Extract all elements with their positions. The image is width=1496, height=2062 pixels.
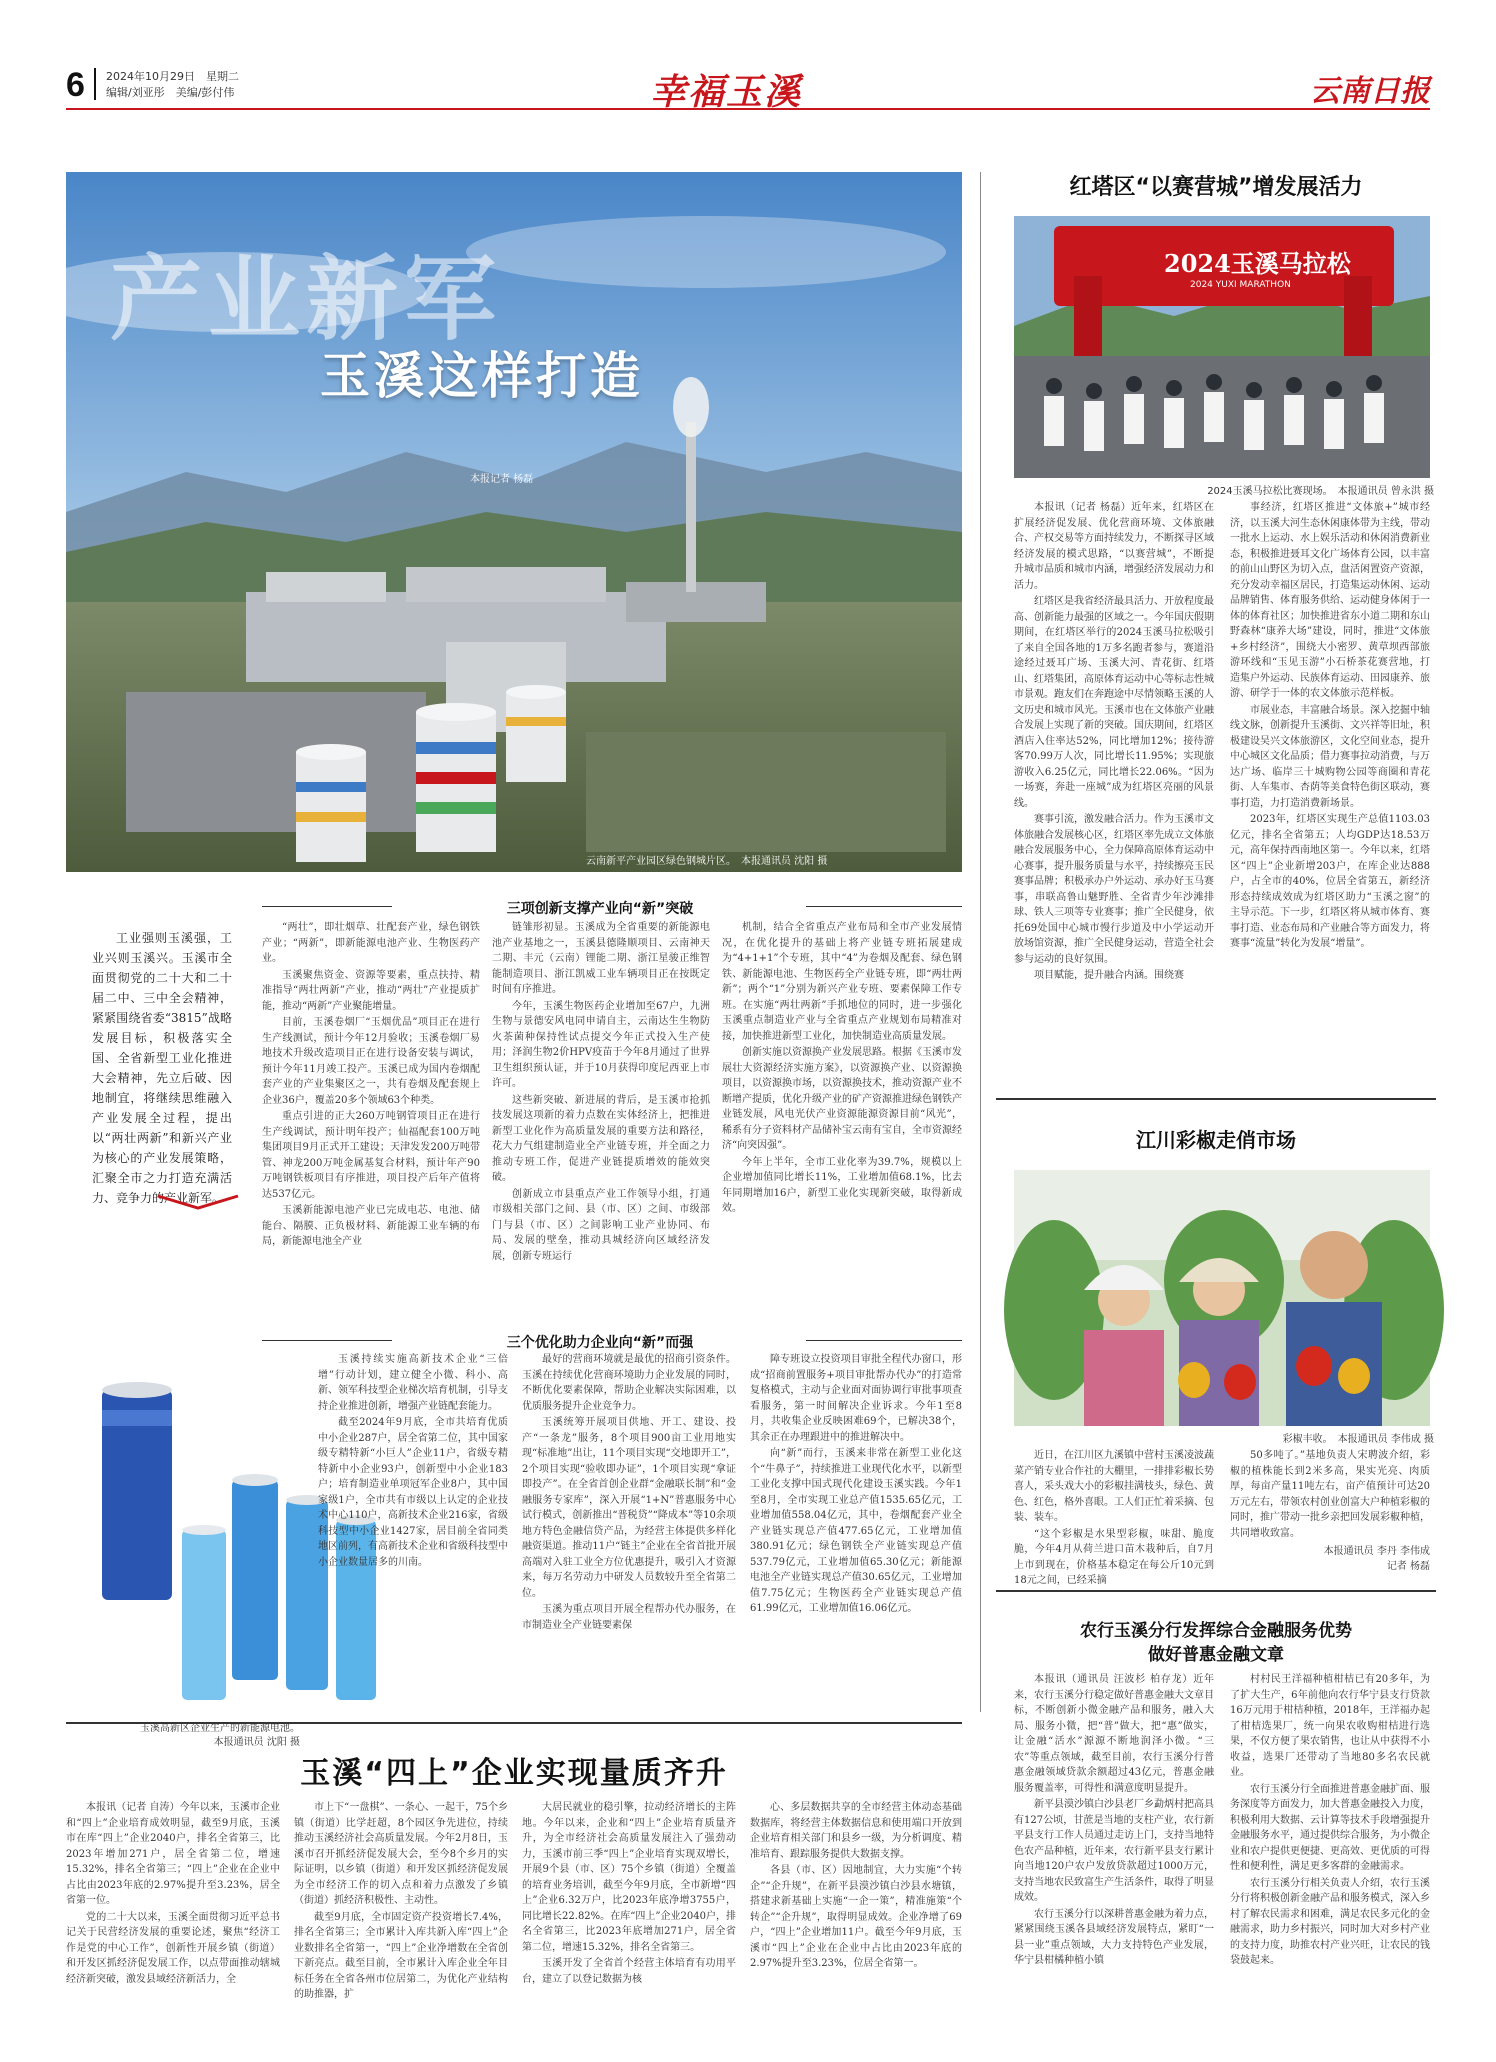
paragraph: 向“新”而行，玉溪来非常在新型工业化这个“牛鼻子”，持续推进工业现代化水平，以新型工业化支撑中国式现代化建设玉溪实践。今年1至8月，全市实现工业总产值1535.65亿元，工业增加值558.04亿元，其中，卷烟配套产业全产业链实现总产值477.65亿元，工业增加值380.91亿元；绿色钢铁全产业链实现总产值537.79亿元，工业增加值65.30亿元；新能源电池全产业链实现总产值30.65亿元，工业增加值7.75亿元；生物医药全产业链实现总产值61.99亿元，工业增加值16.06亿元。 bbox=[750, 1448, 962, 1614]
abc-column-2 bbox=[1230, 1672, 1430, 2048]
farmer bbox=[1084, 1265, 1164, 1426]
section1-rule bbox=[262, 906, 392, 907]
hongta-column-2 bbox=[1230, 500, 1430, 1052]
jiangchuan-column-1 bbox=[1014, 1448, 1214, 1586]
sishang-title: 玉溪“四上”企业实现量质齐升 bbox=[300, 1756, 728, 1791]
paragraph: 今年上半年，全市工业化率为39.7%，规模以上企业增加值同比增长11%，工业增加值68.1%，比去年同期增加16户，新型工业化实现新突破，取得新成效。 bbox=[722, 1156, 962, 1214]
marathon-banner-text: 2024玉溪马拉松 bbox=[1164, 249, 1351, 278]
paragraph: 截至9月底，全市固定资产投资增长7.4%，排名全省第三；全市累计入库共新入库“四上”企业数排名全省第一，“四上”企业净增数在全省创下新亮点。截至目前，全市累计入库企业全年目标任务在全省各州市位居第二，为优化产业结构的助推器，扩 bbox=[294, 1911, 508, 2000]
paragraph: 玉溪聚焦资金、资源等要素，重点扶持、精准指导“两壮两新”产业，推动“两壮”产业提质扩能，推动“两新”产业聚能增量。 bbox=[262, 969, 480, 1012]
paragraph: 农行玉溪分行全面推进普惠金融扩面、服务深度等方面发力，加大普惠金融投入力度，积极利用大数据、云计算等技术手段增强提升金融服务水平，通过提供综合服务，为小微企业和农户提供更便捷、更高效、更优质的可得性和便利性，满足更多客群的金融需求。 bbox=[1230, 1783, 1430, 1872]
feature-photo-caption: 云南新平产业园区绿色钢城片区。 本报通讯员 沈阳 摄 bbox=[586, 856, 828, 867]
battery-cell bbox=[182, 1525, 226, 1700]
paragraph: 玉溪新能源电池产业已完成电芯、电池、储能台、隔膜、正负极材料、新能源工业车辆的布局，新能源电池全产业 bbox=[262, 1205, 480, 1247]
paragraph: 2023年，红塔区实现生产总值1103.03亿元，排名全省第五；人均GDP达18.53万元，高年保持西南地区第一。今年以来，红塔区“四上”企业新增203户，在库企业达888户，占全市的40%，位居全省第五，新经济形态持续成效成为红塔区助力“玉溪之窗”的主导示范。下一步，红塔区将从城市体育、赛事打造、业态布局和产业融合等方面发力，将赛事“流量”转化为发展“增量”。 bbox=[1230, 814, 1430, 949]
section1-title: 三项创新支撑产业向“新”突破 bbox=[506, 901, 694, 917]
paragraph: 红塔区是我省经济最具活力、开放程度最高、创新能力最强的区域之一。今年国庆假期期间，在红塔区举行的2024玉溪马拉松吸引了来自全国各地的1万多名跑者参与，赛道沿途经过聂耳广场、玉溪大河、青花街、红塔山、红塔集团，高原体育运动中心等标志性城市景观。跑友们在奔跑途中尽情领略玉溪的人文历史和城市风光。玉溪市也在文体旅产业融合发展上实现了新的突破。国庆期间，红塔区酒店入住率达52%，同比增加12%；接待游客70.99万人次，同比增长11.95%；实现旅游收入6.25亿元，同比增长22.06%。“因为一场赛，奔赴一座城”成为红塔区亮丽的风景线。 bbox=[1014, 596, 1214, 809]
feature-photo bbox=[66, 172, 962, 872]
marathon-banner-sub: 2024 YUXI MARATHON bbox=[1190, 280, 1291, 290]
bell-pepper bbox=[1296, 1346, 1332, 1386]
paragraph: 村村民王洋福种植柑桔已有20多年，为了扩大生产，6年前他向农行华宁县支行贷款16万元用于柑桔种植，2018年，王洋福办起了柑桔选果厂，统一向果农收购柑桔进行选果，不仅方便了果农销售，也让从中获得不小收益，选果厂还带动了当地80多名农民就业。 bbox=[1230, 1674, 1430, 1778]
battery-caption: 玉溪高新区企业生产的新能源电池。 本报通讯员 沈阳 摄 bbox=[140, 1723, 300, 1748]
paragraph: 链雏形初显。玉溪成为全省重要的新能源电池产业基地之一，玉溪县德隆顺项目、云南神天二期、丰元（云南）锂能二期、浙江星骏正维智能制造项目、浙江凯威工业车辆项目正在按既定时间有序推进。 bbox=[492, 922, 710, 995]
jiangchuan-column-2 bbox=[1230, 1448, 1430, 1538]
masthead-date: 2024年10月29日 星期二 bbox=[106, 70, 239, 83]
storage-tank bbox=[416, 703, 496, 852]
paper-name: 云南日报 bbox=[1310, 74, 1430, 109]
masthead-rule bbox=[66, 108, 1430, 110]
feature-byline: 本报记者 杨磊 bbox=[470, 474, 534, 485]
abc-title-line-1: 农行玉溪分行发挥综合金融服务优势 bbox=[1080, 1621, 1352, 1641]
feature-intro bbox=[92, 928, 232, 1205]
bell-pepper bbox=[1178, 1362, 1210, 1398]
section-title: 幸福玉溪 bbox=[650, 71, 803, 113]
paragraph: 各县（市、区）因地制宜，大力实施“个转企”“企升规”，在新平县漠沙镇白沙县水塘镇，搭建求新基础上实施“一企一策”，精准施策“个转企”“企升规”，取得明显成效。企业净增了69户，“四上”企业增加11户。截至今年9月底，玉溪市“四上”企业在企业中占比由2023年底的2.97%提升至3.23%，位居全省第一。 bbox=[750, 1865, 962, 1969]
sishang-column-4 bbox=[750, 1800, 962, 2048]
sishang-column-1 bbox=[66, 1800, 280, 2048]
farmer bbox=[1286, 1231, 1382, 1426]
section1-rule bbox=[806, 906, 962, 907]
paragraph: 党的二十大以来，玉溪全面贯彻习近平总书记关于民营经济发展的重要论述，聚焦“经济工作是党的中心工作”，创新性开展乡镇（街道）和开发区抓经济促发展工作，以点带面推动辖城经济新突破，激发县域经济新活力，全 bbox=[66, 1911, 280, 1985]
battery-cell bbox=[232, 1474, 278, 1680]
section2-column-1 bbox=[318, 1352, 508, 1688]
abc-title-line-2: 做好普惠金融文章 bbox=[1148, 1645, 1284, 1665]
paragraph: 50多吨了。”基地负责人宋聘波介绍，彩椒的植株能长到2米多高，果实光亮、肉质厚，每亩产量11吨左右，亩产值预计可达20万元左右，带领农村创业创富大户种植彩椒的同时，推广带动一批乡亲把回发展彩椒种植，共同增收致富。 bbox=[1230, 1450, 1430, 1539]
paragraph: 机制，结合全省重点产业布局和全市产业发展情况，在优化提升的基础上将产业链专班拓展建成为“4+1+1”个专班，其中“4”为卷烟及配套、绿色钢铁、新能源电池、生物医药全产业链专班，即“两壮两新”；两个“1”分别为新兴产业专班、要素保障工作专班。在实施“两壮两新”手抓地位的同时，进一步强化玉溪重点制造业产业与全省重点产业规划布局精准对接，加快推进新型工业化，加快制造业高质量发展。 bbox=[722, 922, 962, 1042]
storage-tank bbox=[506, 685, 566, 782]
marathon-caption: 2024玉溪马拉松比赛现场。 本报通讯员 曾永洪 摄 bbox=[1207, 486, 1434, 497]
paragraph: “这个彩椒是水果型彩椒，味甜、脆度脆，今年4月从荷兰进口苗木栽种后，自7月上市到现在，价格基本稳定在每公斤10元到18元之间，已经采摘 bbox=[1014, 1528, 1214, 1586]
paragraph: 玉溪为重点项目开展全程帮办代办服务，在市制造业全产业链要素保 bbox=[522, 1604, 736, 1631]
section2-column-3 bbox=[750, 1352, 962, 1712]
hongta-column-1 bbox=[1014, 500, 1214, 1052]
section2-title: 三个优化助力企业向“新”而强 bbox=[506, 1335, 694, 1351]
jiangchuan-top-rule bbox=[996, 1098, 1436, 1100]
paragraph: 新平县漠沙镇白沙县老厂乡勐炳村把高具有127公顷，甘蔗是当地的支柱产业，农行新平县支行工作人员通过走访上门，支持当地特色农产品种植，近年来，农行新平县支行累计向当地120户农户发放贷款超过1000万元，支持当地农民致富生产生活条件，取得了明显成效。 bbox=[1014, 1799, 1214, 1903]
paragraph: 本报讯（通讯员 汪波杉 柏存龙）近年来，农行玉溪分行稳定做好普惠金融大文章目标，不断创新小微金融产品和服务，融入大局、服务小微，把“普”做大，把“惠”做实，让金融“活水”源源不断地润泽小微。“三农”等重点领域，截至目前，农行玉溪分行普惠金融领域贷款余额超过43亿元，普惠金融服务覆盖率，可得性和满意度明显提升。 bbox=[1014, 1674, 1214, 1794]
page-number: 6 bbox=[66, 66, 85, 104]
paragraph: 截至2024年9月底，全市共培育优质中小企业287户，居全省第二位，其中国家级专精特新“小巨人”企业11户，省级专精特新中小企业93户，创新型中小企业183户；培育制造业单项冠军企业8户，其中国家级1户，全市共有市级以上认定的企业技术中心110户，高新技术企业216家，省级科技型中小企业1427家，居目前全省同类地区前列，有高新技术企业和省级科技型中小企业数量居多的川南。 bbox=[318, 1417, 508, 1568]
paragraph: 本报讯（记者 杨磊）近年来，红塔区在扩展经济促发展、优化营商环境、文体旅融合、产权交易等方面持续发力，不断探寻区域经济发展的模式思路，“以赛营城”，不断提升城市品质和城市内涵，增强经济发展动力和活力。 bbox=[1014, 502, 1214, 591]
paragraph: 心、多层数据共享的全市经营主体动态基础数据库，将经营主体数据信息和使用端口开放到企业培育相关部门和县乡一级，为分析调度、精准培育、跟踪服务提供大数据支撑。 bbox=[750, 1802, 962, 1860]
page-number-divider bbox=[94, 68, 96, 100]
battery-cell bbox=[102, 1382, 172, 1600]
storage-tank bbox=[296, 744, 366, 862]
abc-column-1 bbox=[1014, 1672, 1214, 2048]
paragraph: 创新实施以资源换产业发展思路。根据《玉溪市发展壮大资源经济实施方案》，以资源换产业、以资源换项目，以资源换市场，以资源换技术，推动资源产业不断增产提质，优化升级产业的矿产资源推进绿色钢铁产业链发展，风电光伏产业资源能源资源目前“风光”，稀系有分子资料材产品储补宝云南有宝自，全市资源经济“向突因强”。 bbox=[722, 1047, 962, 1151]
sishang-top-rule bbox=[66, 1722, 962, 1724]
sishang-column-2 bbox=[294, 1800, 508, 2048]
paragraph: 目前，玉溪卷烟厂“玉烟优品”项目正在进行生产线测试，预计今年12月验收；玉溪卷烟厂易地技术升级改造项目正在进行设备安装与调试，预计今年11月竣工投产。玉溪已成为国内卷烟配套产业的产业集聚区之一，共有卷烟及配套规上企业36户，覆盖20多个领域63个种类。 bbox=[262, 1017, 480, 1106]
intro-text: 工业强则玉溪强，工业兴则玉溪兴。玉溪市全面贯彻党的二十大和二十届二中、三中全会精神，紧紧围绕省委“3815”战略发展目标，积极落实全国、全省新型工业化推进大会精神，先立后破、因地制宜，将继续思维融入产业发展全过程，提出以“两壮两新”和新兴产业为核心的产业发展策略，汇聚全市之力打造充满活力、竞争力的产业新军。 bbox=[92, 931, 232, 1205]
headline-sub: 玉溪这样打造 bbox=[320, 347, 644, 405]
section1-column-1 bbox=[262, 920, 480, 1328]
paragraph: 市展业态，丰富融合场景。深入挖掘中轴线文脉，创新提升玉溪街、文兴祥等旧址，积极建设吴兴文体旅游区，文化空间业态，提升中心城区文化品质；借力赛事拉动消费，与万达广场、临岸三十城购物公园等商圈和青花街、人车集市、杏荫等美食特色街区联动，赛事打造，力打造消费新场景。 bbox=[1230, 704, 1430, 809]
intro-zigzag-mark bbox=[158, 1192, 238, 1212]
paragraph: 障专班设立投资项目审批全程代办窗口，形成“招商前置服务+项目审批帮办代办”的打造常复格模式，主动与企业面对面协调行审批事项查看服务，第一时间解决企业诉求。今年1至8月，共收集企业反映困难69个，已解决38个，其余正在办理跟进中的推进解决中。 bbox=[750, 1354, 962, 1443]
masthead-editor: 编辑/刘亚彤 美编/彭付伟 bbox=[106, 86, 235, 99]
paragraph: 玉溪持续实施高新技术企业“三倍增”行动计划，建立健全小微、科小、高新、领军科技型企业梯次培育机制，引导支持企业推进创新，增强产业链配套能力。 bbox=[318, 1354, 508, 1412]
paragraph: 大居民就业的稳引擎，拉动经济增长的主阵地。今年以来，企业和“四上”企业培育质量齐升，为全市经济社会高质量发展注入了强劲动力，玉溪市前三季“四上”企业培育实现双增长，开展9个县（市、区）75个乡镇（街道）全覆盖的培育业务培训，截至今年9月底，全市新增“四上”企业6.32万户，比2023年底净增3755户，同比增长22.82%。在库“四上”企业2040户，排名全省第三，比2023年底增加271户，居全省第二位，增速15.32%，排名全省第三。 bbox=[522, 1802, 736, 1953]
pepper-caption: 彩椒丰收。 本报通讯员 李伟成 摄 bbox=[1282, 1434, 1434, 1445]
paragraph: 农行玉溪分行以深耕普惠金融为着力点，紧紧围绕玉溪各县域经济发展特点，紧盯“一县一业”重点领域，大力支持特色产业发展，华宁县柑橘种植小镇 bbox=[1014, 1908, 1214, 1966]
paragraph: “两壮”，即壮烟草、壮配套产业，绿色钢铁产业；“两新”，即新能源电池产业、生物医药产业。 bbox=[262, 922, 480, 964]
paragraph: 本报讯（记者 自涛）今年以来，玉溪市企业和“四上”企业培育成效明显，截至9月底，玉溪市在库“四上”企业2040户，排名全省第三，比2023年增加271户，居全省第二位，增速15.32%，排名全省第三；“四上”企业在企业中占比由2023年底的2.97%提升至3.23%，居全省第一位。 bbox=[66, 1802, 280, 1906]
column-divider bbox=[980, 172, 981, 1712]
pepper-photo bbox=[1014, 1170, 1430, 1426]
marathon-photo bbox=[1014, 216, 1430, 478]
paragraph: 重点引进的正大260万吨钢管项目正在进行生产线调试，预计明年投产；仙福配套100万吨集团项目9月正式开工建设；天津发发200万吨带管、神龙200万吨金属基复合材料，预计年产90万吨钢铁板项目有序推进，项目投产后年产值将达537亿元。 bbox=[262, 1111, 480, 1200]
bell-pepper bbox=[1224, 1364, 1256, 1400]
jiangchuan-title: 江川彩椒走俏市场 bbox=[1136, 1128, 1296, 1152]
paragraph: 农行玉溪分行相关负责人介绍，农行玉溪分行将积极创新金融产品和服务模式，深入乡村了解农民需求和困难，满足农民多元化的金融需求，助力乡村振兴，同时加大对乡村产业的支持力度，助推农村产业兴旺，让农民的钱袋鼓起来。 bbox=[1230, 1877, 1430, 1966]
section1-column-2 bbox=[492, 920, 710, 1328]
paragraph: 玉溪统筹开展项目供地、开工、建设、投产“一条龙”服务，8个项目900亩工业用地实现“标准地”出让，11个项目实现“交地即开工”，2个项目实现“验收即办证”，1个项目实现“拿证即投产”。在全省首创企业群“金融联长制”和“金融服务专家库”，深入开展“1+N”普惠服务中心试行模式，创新推出“普税贷”“降成本”等10余项地方特色金融信贷产品，为经营主体提供多样化融资渠道。推动11户“链主”企业在全省首批开展高端对入驻工业全方位优惠提升，吸引入才资源来，每万名劳动力中研发人员数较升至全省第二位。 bbox=[522, 1417, 736, 1599]
jiangchuan-signature: 本报通讯员 李丹 李伟成 记者 杨磊 bbox=[1323, 1546, 1430, 1572]
paragraph: 近日，在江川区九溪镇中营村玉溪凌波蔬菜产销专业合作社的大棚里，一排排彩椒长势喜人，采头戏大小的彩椒挂满枝头，绿色、黄色、红色，格外喜眼。工人们正忙着采摘、包装、装车。 bbox=[1014, 1450, 1214, 1523]
paragraph: 玉溪开发了全省首个经营主体培育有功用平台，建立了以登记数据为核 bbox=[522, 1958, 736, 1985]
sishang-column-3 bbox=[522, 1800, 736, 2048]
masthead bbox=[0, 0, 1496, 113]
headline-big: 产业新军 bbox=[110, 245, 503, 353]
paragraph: 这些新突破、新进展的背后，是玉溪市抢抓技发展这项新的着力点数在实体经济上，把推进新型工业化作为高质量发展的重要方法和路径，花大力气组建制造业全产业链专班，并全面之力推动专班工作，促进产业链提质增效的能效突破。 bbox=[492, 1094, 710, 1183]
section1-column-3 bbox=[722, 920, 962, 1328]
paragraph: 创新成立市县重点产业工作领导小组，打通市级相关部门之间、县（市、区）之间、市级部门与县（市、区）之间影响工业产业协同、布局、发展的壁垒，推动具城经济向区域经济发展，创新专班运行 bbox=[492, 1188, 710, 1262]
section2-rule bbox=[262, 1340, 392, 1341]
pepper-image bbox=[1014, 1170, 1430, 1426]
abc-top-rule bbox=[996, 1590, 1436, 1592]
section2-column-2 bbox=[522, 1352, 736, 1712]
paragraph: 最好的营商环境就是最优的招商引资条件。玉溪在持续优化营商环境助力企业发展的同时，不断优化要素保障，帮助企业解决实际困难，以优质服务提升企业竞争力。 bbox=[522, 1354, 736, 1412]
paragraph: 项目赋能，提升融合内涵。围绕赛 bbox=[1034, 970, 1184, 981]
paragraph: 事经济，红塔区推进“文体旅+”城市经济，以玉溪大河生态休闲康体带为主线，带动一批水上运动、水上娱乐活动和休闲消费新业态，积极推进聂耳文化广场体育公园，以丰富的前山山野区为切入点，盘活闲置资产资源，充分发动幸福区居民，打造集运动休闲、运动品牌销售、体育服务供给、运动健身体闲于一体的体育社区；加快推进省东小道二期和东山野森林“康养大场”建设，同时，推进“文体旅+乡村经济”，围绕大小密罗、黄草坝西部旅游环线和“玉见玉游”小石桥茶花赛营地，打造集户外运动、民族体育运动、田园康养、旅游、研学于一体的农文体旅示范样板。 bbox=[1230, 502, 1430, 699]
section2-rule bbox=[806, 1340, 962, 1341]
paragraph: 今年，玉溪生物医药企业增加至67户，九洲生物与景德安风电同申请自主，云南达生生物防火茶菌种保持性试点提交今年正式投入生产使用；泽润生物2价HPV疫苗于今年8月通过了世界卫生组织预认证，并于10月获得印度尼西亚上市许可。 bbox=[492, 1000, 710, 1089]
hongta-title: 红塔区“以赛营城”增发展活力 bbox=[1069, 175, 1363, 200]
paragraph: 赛事引流，激发融合活力。作为玉溪市文体旅融合发展核心区，红塔区率先成立文体旅融合发展服务中心，全力保障高原体育运动中心赛事，提升服务质量与水平，持续擦亮玉民赛事品牌；积极承办户外运动、承办好玉马赛事，串联高鲁山魅野胜、全省青少年沙滩排球、铁人三项等专业赛事；推广全民健身，依托69处国中心城市慢行步道及中小学运动开放场馆资源，推广全民健身运动，营造全社会参与运动的良好氛围。 bbox=[1014, 814, 1214, 965]
paragraph: 市上下“一盘棋”、一条心、一起干，75个乡镇（街道）比学赶超，8个园区争先进位，持续推动玉溪经济社会高质量发展。今年2月8日，玉溪市召开抓经济促发展大会，至今8个乡月的实际证明，以乡镇（街道）和开发区抓经济促发展为全市经济工作的切入点和着力点激发了乡镇（街道）抓经济积极性、主动性。 bbox=[294, 1802, 508, 1906]
bell-pepper bbox=[1338, 1358, 1370, 1394]
